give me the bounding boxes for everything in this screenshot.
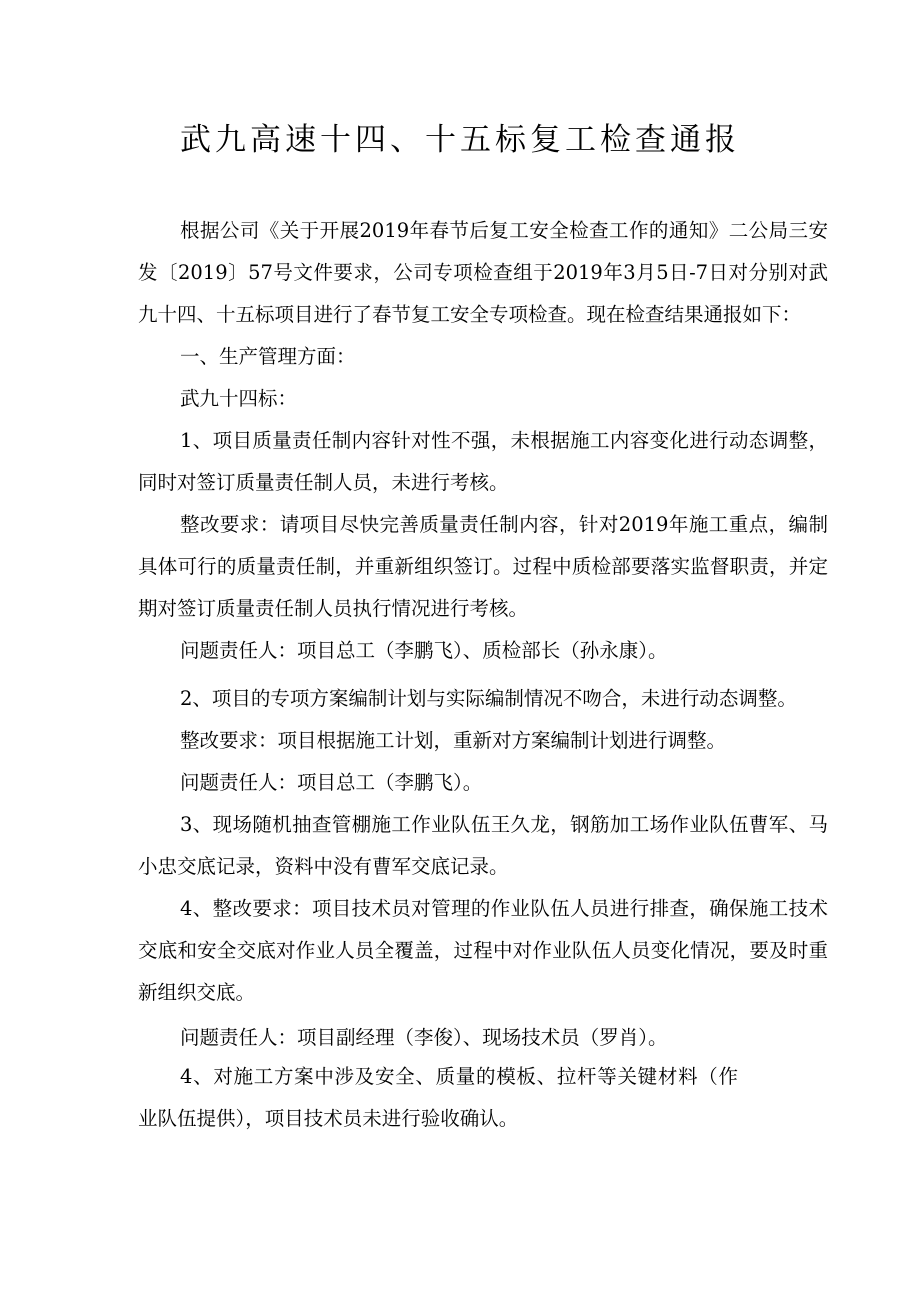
issue-1: 1、项目质量责任制内容针对性不强，未根据施工内容变化进行动态调整，同时对签订质量责任制人员，未进行考核。 (138, 429, 828, 494)
responsible-2: 问题责任人：项目总工（李鹏飞）。 (180, 771, 483, 794)
section-heading-production: 一、生产管理方面： (180, 345, 356, 368)
issue-4: 4、对施工方案中涉及安全、质量的模板、拉杆等关键材料（作业队伍提供），项目技术员未进行验收确认。 (138, 1065, 738, 1130)
rectification-2: 整改要求：项目根据施工计划，重新对方案编制计划进行调整。 (180, 729, 727, 752)
document-body (138, 210, 828, 1140)
rectification-3: 4、整改要求：项目技术员对管理的作业队伍人员进行排查，确保施工技术交底和安全交底对作业人员全覆盖，过程中对作业队伍人员变化情况，要及时重新组织交底。 (138, 897, 828, 1004)
issue-2: 2、项目的专项方案编制计划与实际编制情况不吻合，未进行动态调整。 (180, 687, 797, 710)
responsible-1: 问题责任人：项目总工（李鹏飞）、质检部长（孙永康）。 (180, 639, 668, 662)
responsible-3: 问题责任人：项目副经理（李俊）、现场技术员（罗肖）。 (180, 1026, 668, 1049)
document-title: 武九高速十四、十五标复工检查通报 (180, 122, 740, 158)
intro-paragraph: 根据公司《关于开展2019年春节后复工安全检查工作的通知》二公局三安发〔2019〕57号文件要求，公司专项检查组于2019年3月5日-7日对分别对武九十四、十五标项目进行了春节复工安全专项检查。现在检查结果通报如下： (138, 219, 828, 326)
rectification-1: 整改要求：请项目尽快完善质量责任制内容，针对2019年施工重点，编制具体可行的质量责任制，并重新组织签订。过程中质检部要落实监督职责，并定期对签订质量责任制人员执行情况进行考核。 (138, 513, 828, 620)
issue-3: 3、现场随机抽查管棚施工作业队伍王久龙，钢筋加工场作业队伍曹军、马小忠交底记录，资料中没有曹军交底记录。 (138, 813, 828, 878)
subsection-heading-bid14: 武九十四标： (180, 387, 298, 410)
